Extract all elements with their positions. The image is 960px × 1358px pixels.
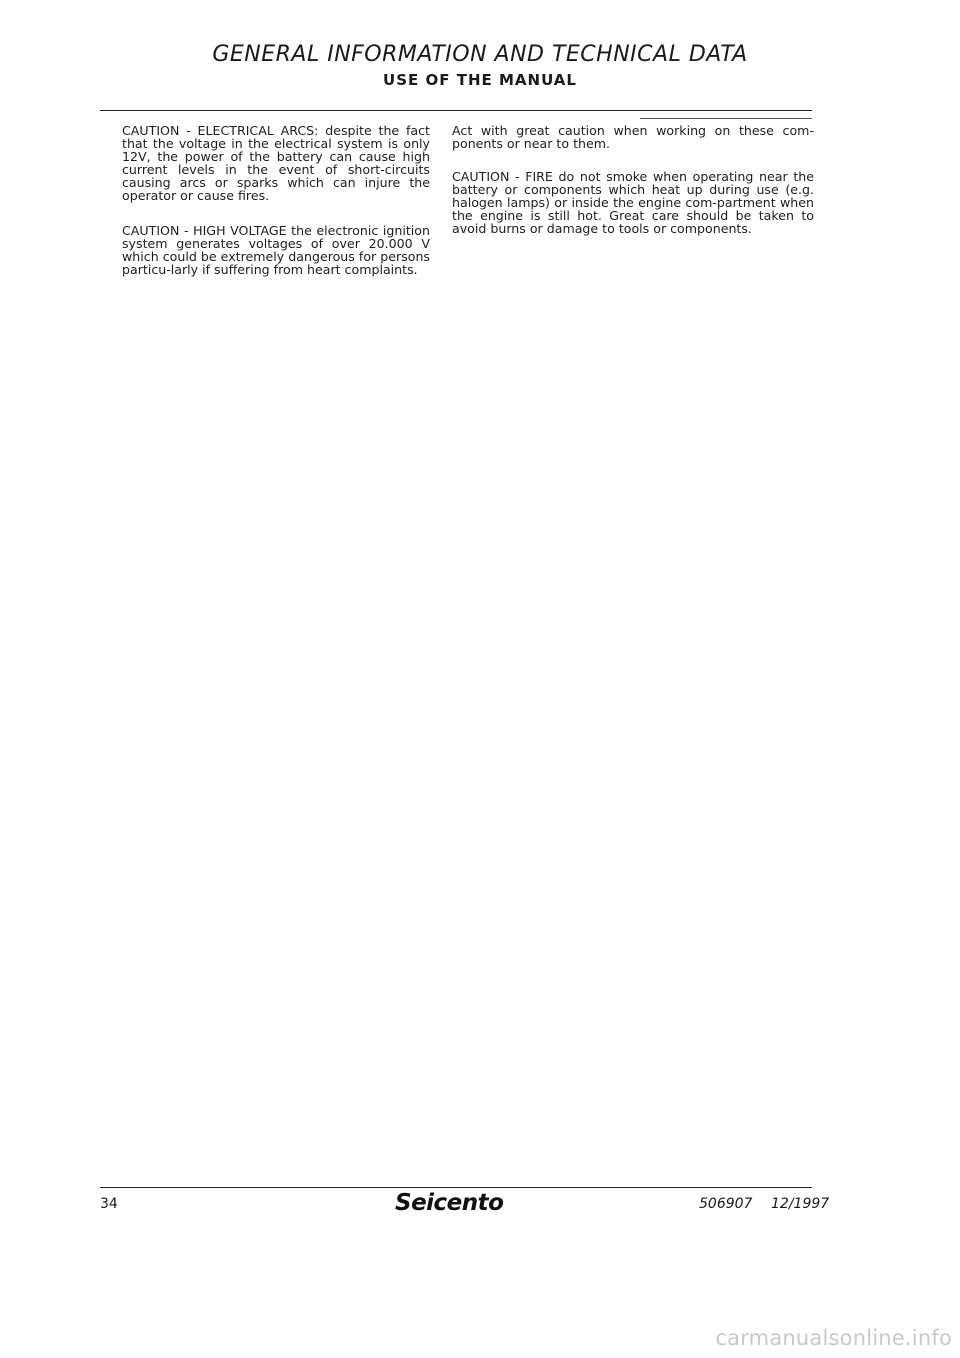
right-text-column <box>452 124 814 255</box>
caution-high-voltage-paragraph: CAUTION - HIGH VOLTAGE the electronic ignition system generates voltages of over 20.000 V which could be extremely dangerous for persons particu-larly if suffering from heart complaints. <box>122 223 430 277</box>
footer-divider <box>100 1187 812 1188</box>
page-number: 34 <box>100 1196 118 1212</box>
page-header <box>0 42 960 90</box>
left-text-column <box>122 124 430 296</box>
watermark: carmanualsonline.info <box>715 1326 952 1350</box>
page-title: GENERAL INFORMATION AND TECHNICAL DATA <box>212 42 748 67</box>
caution-fire-paragraph: CAUTION - FIRE do not smoke when operating near the battery or components which heat up during use (e.g. halogen lamps) or inside the engine com-partment when the engine is still hot. Great care should be taken to avoid burns or damage to tools or components. <box>452 169 814 236</box>
header-divider <box>100 110 812 111</box>
caution-electrical-arcs-paragraph: CAUTION - ELECTRICAL ARCS: despite the fact that the voltage in the electrical system is only 12V, the power of the battery can cause high current levels in the event of short-circuits causing arcs or sparks which can injure the operator or cause fires. <box>122 123 430 203</box>
document-code: 506907 <box>699 1196 753 1212</box>
document-date: 12/1997 <box>771 1196 830 1212</box>
page-subtitle: USE OF THE MANUAL <box>383 71 577 89</box>
caution-components-paragraph: Act with great caution when working on these com-ponents or near to them. <box>452 123 814 151</box>
brand-logo: Seicento <box>395 1190 504 1216</box>
header-divider-secondary <box>640 118 812 119</box>
